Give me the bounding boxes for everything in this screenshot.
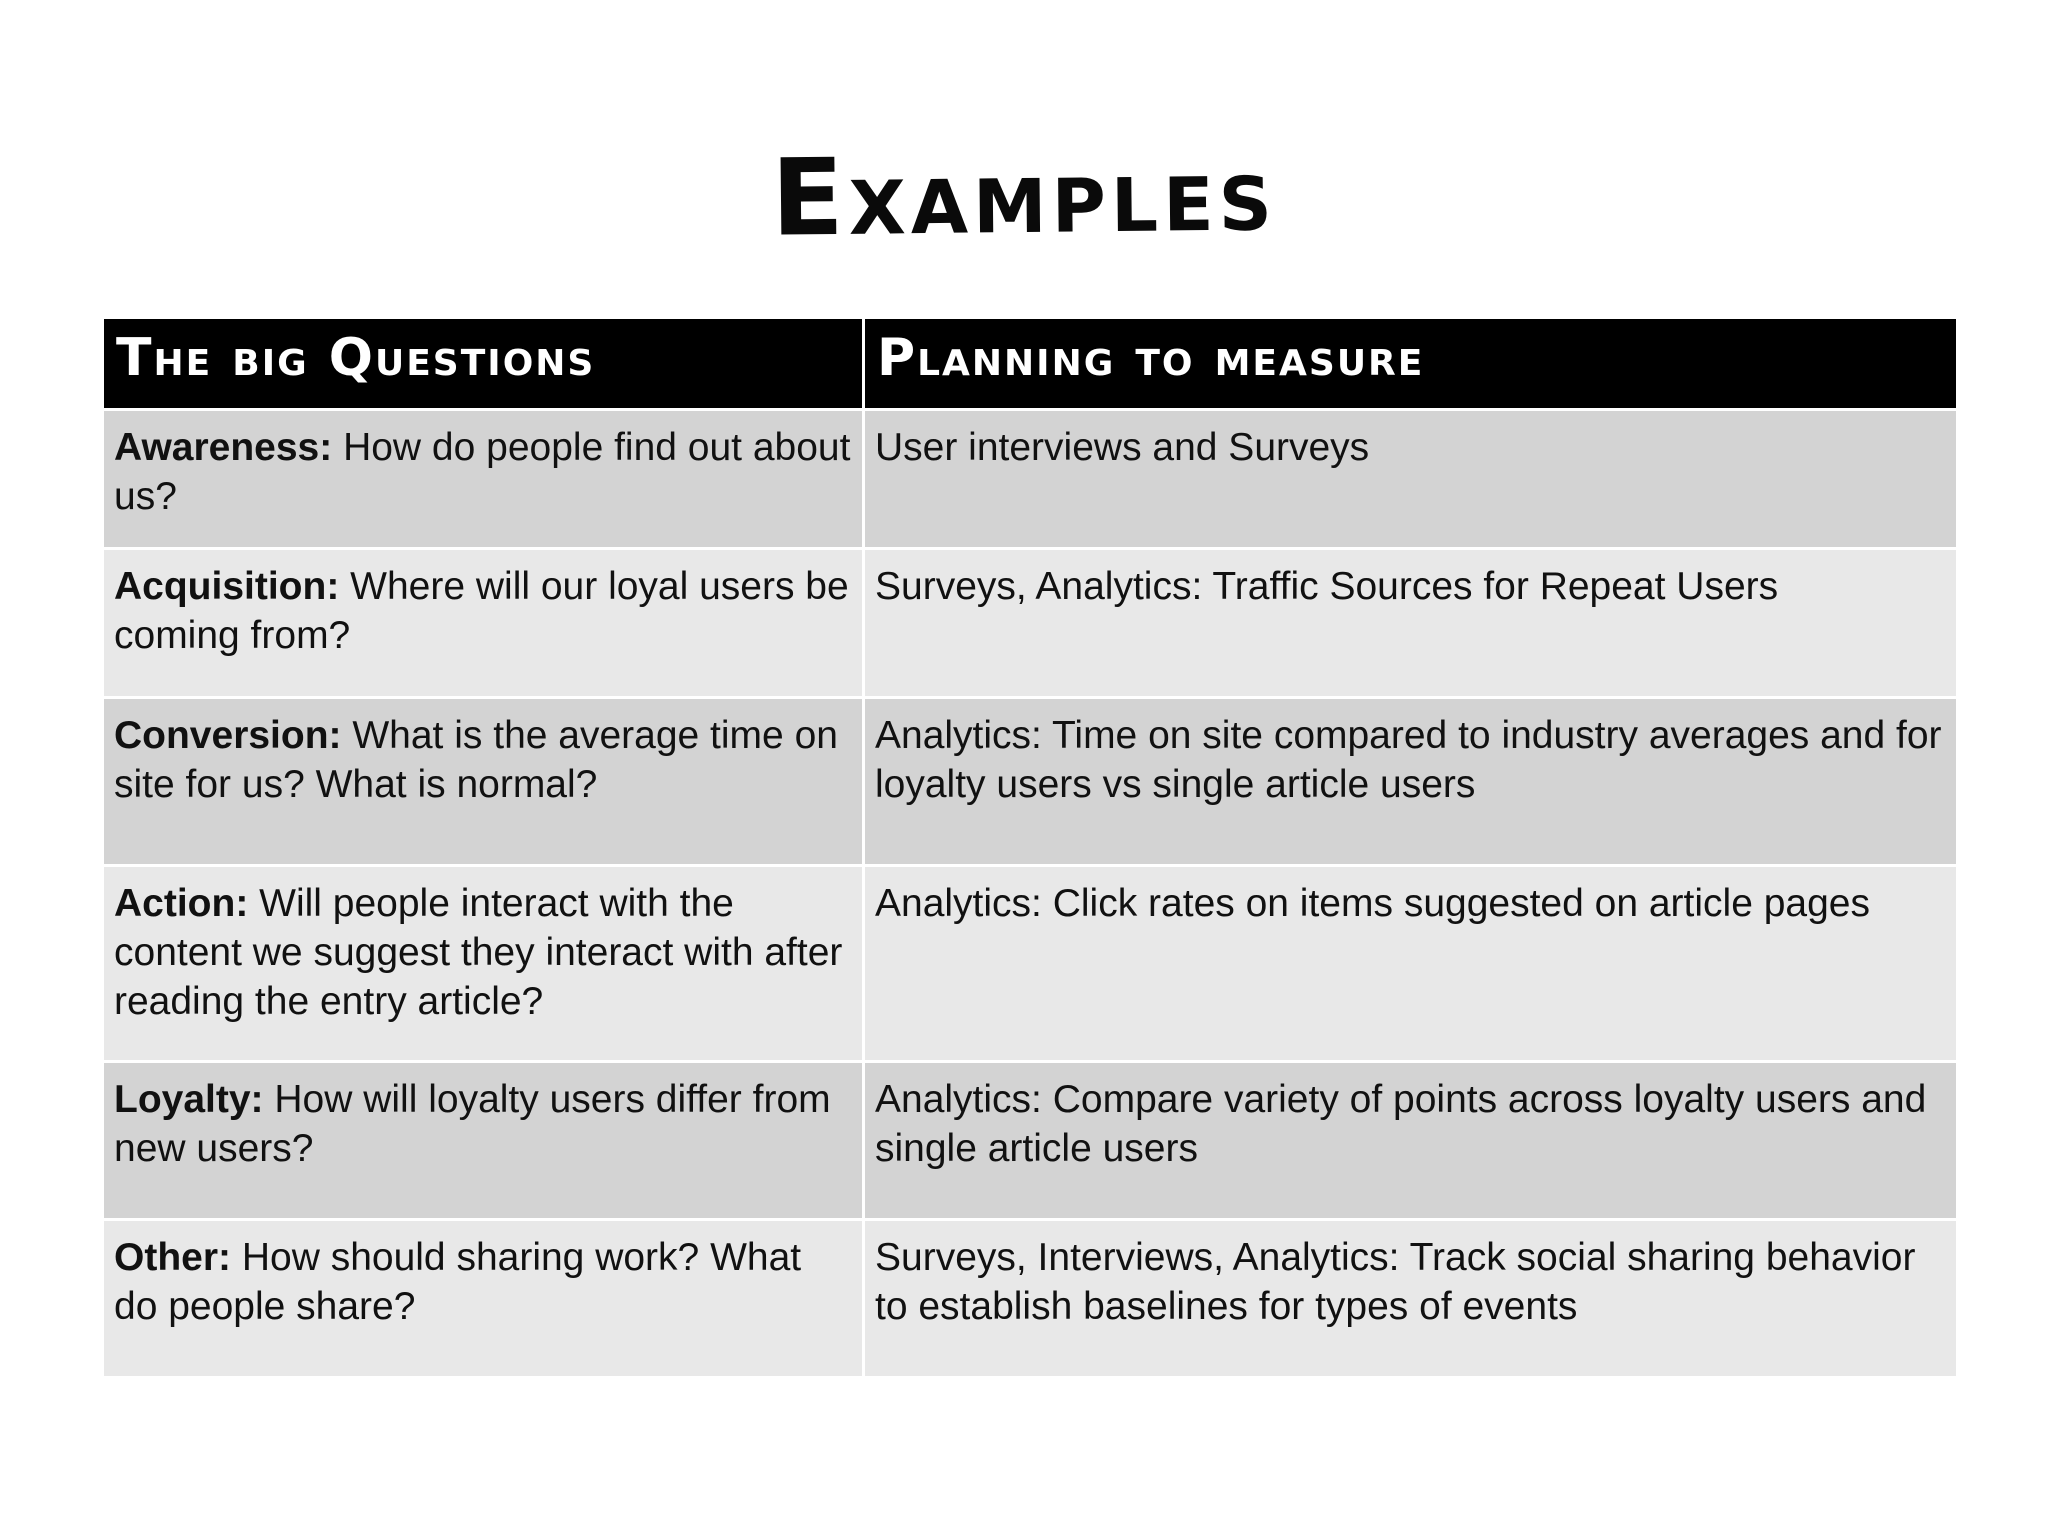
question-cell [104, 699, 862, 864]
question-text: What is the average time on site for us? What is normal? [114, 714, 838, 806]
question-text: Where will our loyal users be coming from? [114, 565, 849, 657]
examples-table [104, 319, 1956, 1376]
question-cell [104, 867, 862, 1060]
header-big-questions: The big Questions [104, 319, 862, 408]
page-title: Examples [770, 131, 1278, 260]
question-text: How do people find out about us? [114, 426, 851, 518]
measure-cell: Surveys, Interviews, Analytics: Track social sharing behavior to establish baselines for types of events [865, 1221, 1956, 1376]
measure-cell: User interviews and Surveys [865, 411, 1956, 547]
question-text: Will people interact with the content we suggest they interact with after reading the entry article? [114, 882, 843, 1023]
question-cell [104, 1063, 862, 1218]
question-cell [104, 1221, 862, 1376]
question-label: Acquisition: [114, 565, 340, 608]
measure-cell: Analytics: Time on site compared to industry averages and for loyalty users vs single article users [865, 699, 1956, 864]
question-cell [104, 550, 862, 696]
question-text: How should sharing work? What do people share? [114, 1236, 802, 1328]
measure-cell: Analytics: Compare variety of points across loyalty users and single article users [865, 1063, 1956, 1218]
question-text: How will loyalty users differ from new users? [114, 1078, 831, 1170]
question-label: Action: [114, 882, 249, 925]
question-label: Awareness: [114, 426, 333, 469]
question-cell [104, 411, 862, 547]
question-label: Other: [114, 1236, 231, 1279]
header-planning-to-measure: Planning to measure [865, 319, 1956, 408]
measure-cell: Analytics: Click rates on items suggested on article pages [865, 867, 1956, 1060]
question-label: Conversion: [114, 714, 342, 757]
question-label: Loyalty: [114, 1078, 264, 1121]
measure-cell: Surveys, Analytics: Traffic Sources for Repeat Users [865, 550, 1956, 696]
